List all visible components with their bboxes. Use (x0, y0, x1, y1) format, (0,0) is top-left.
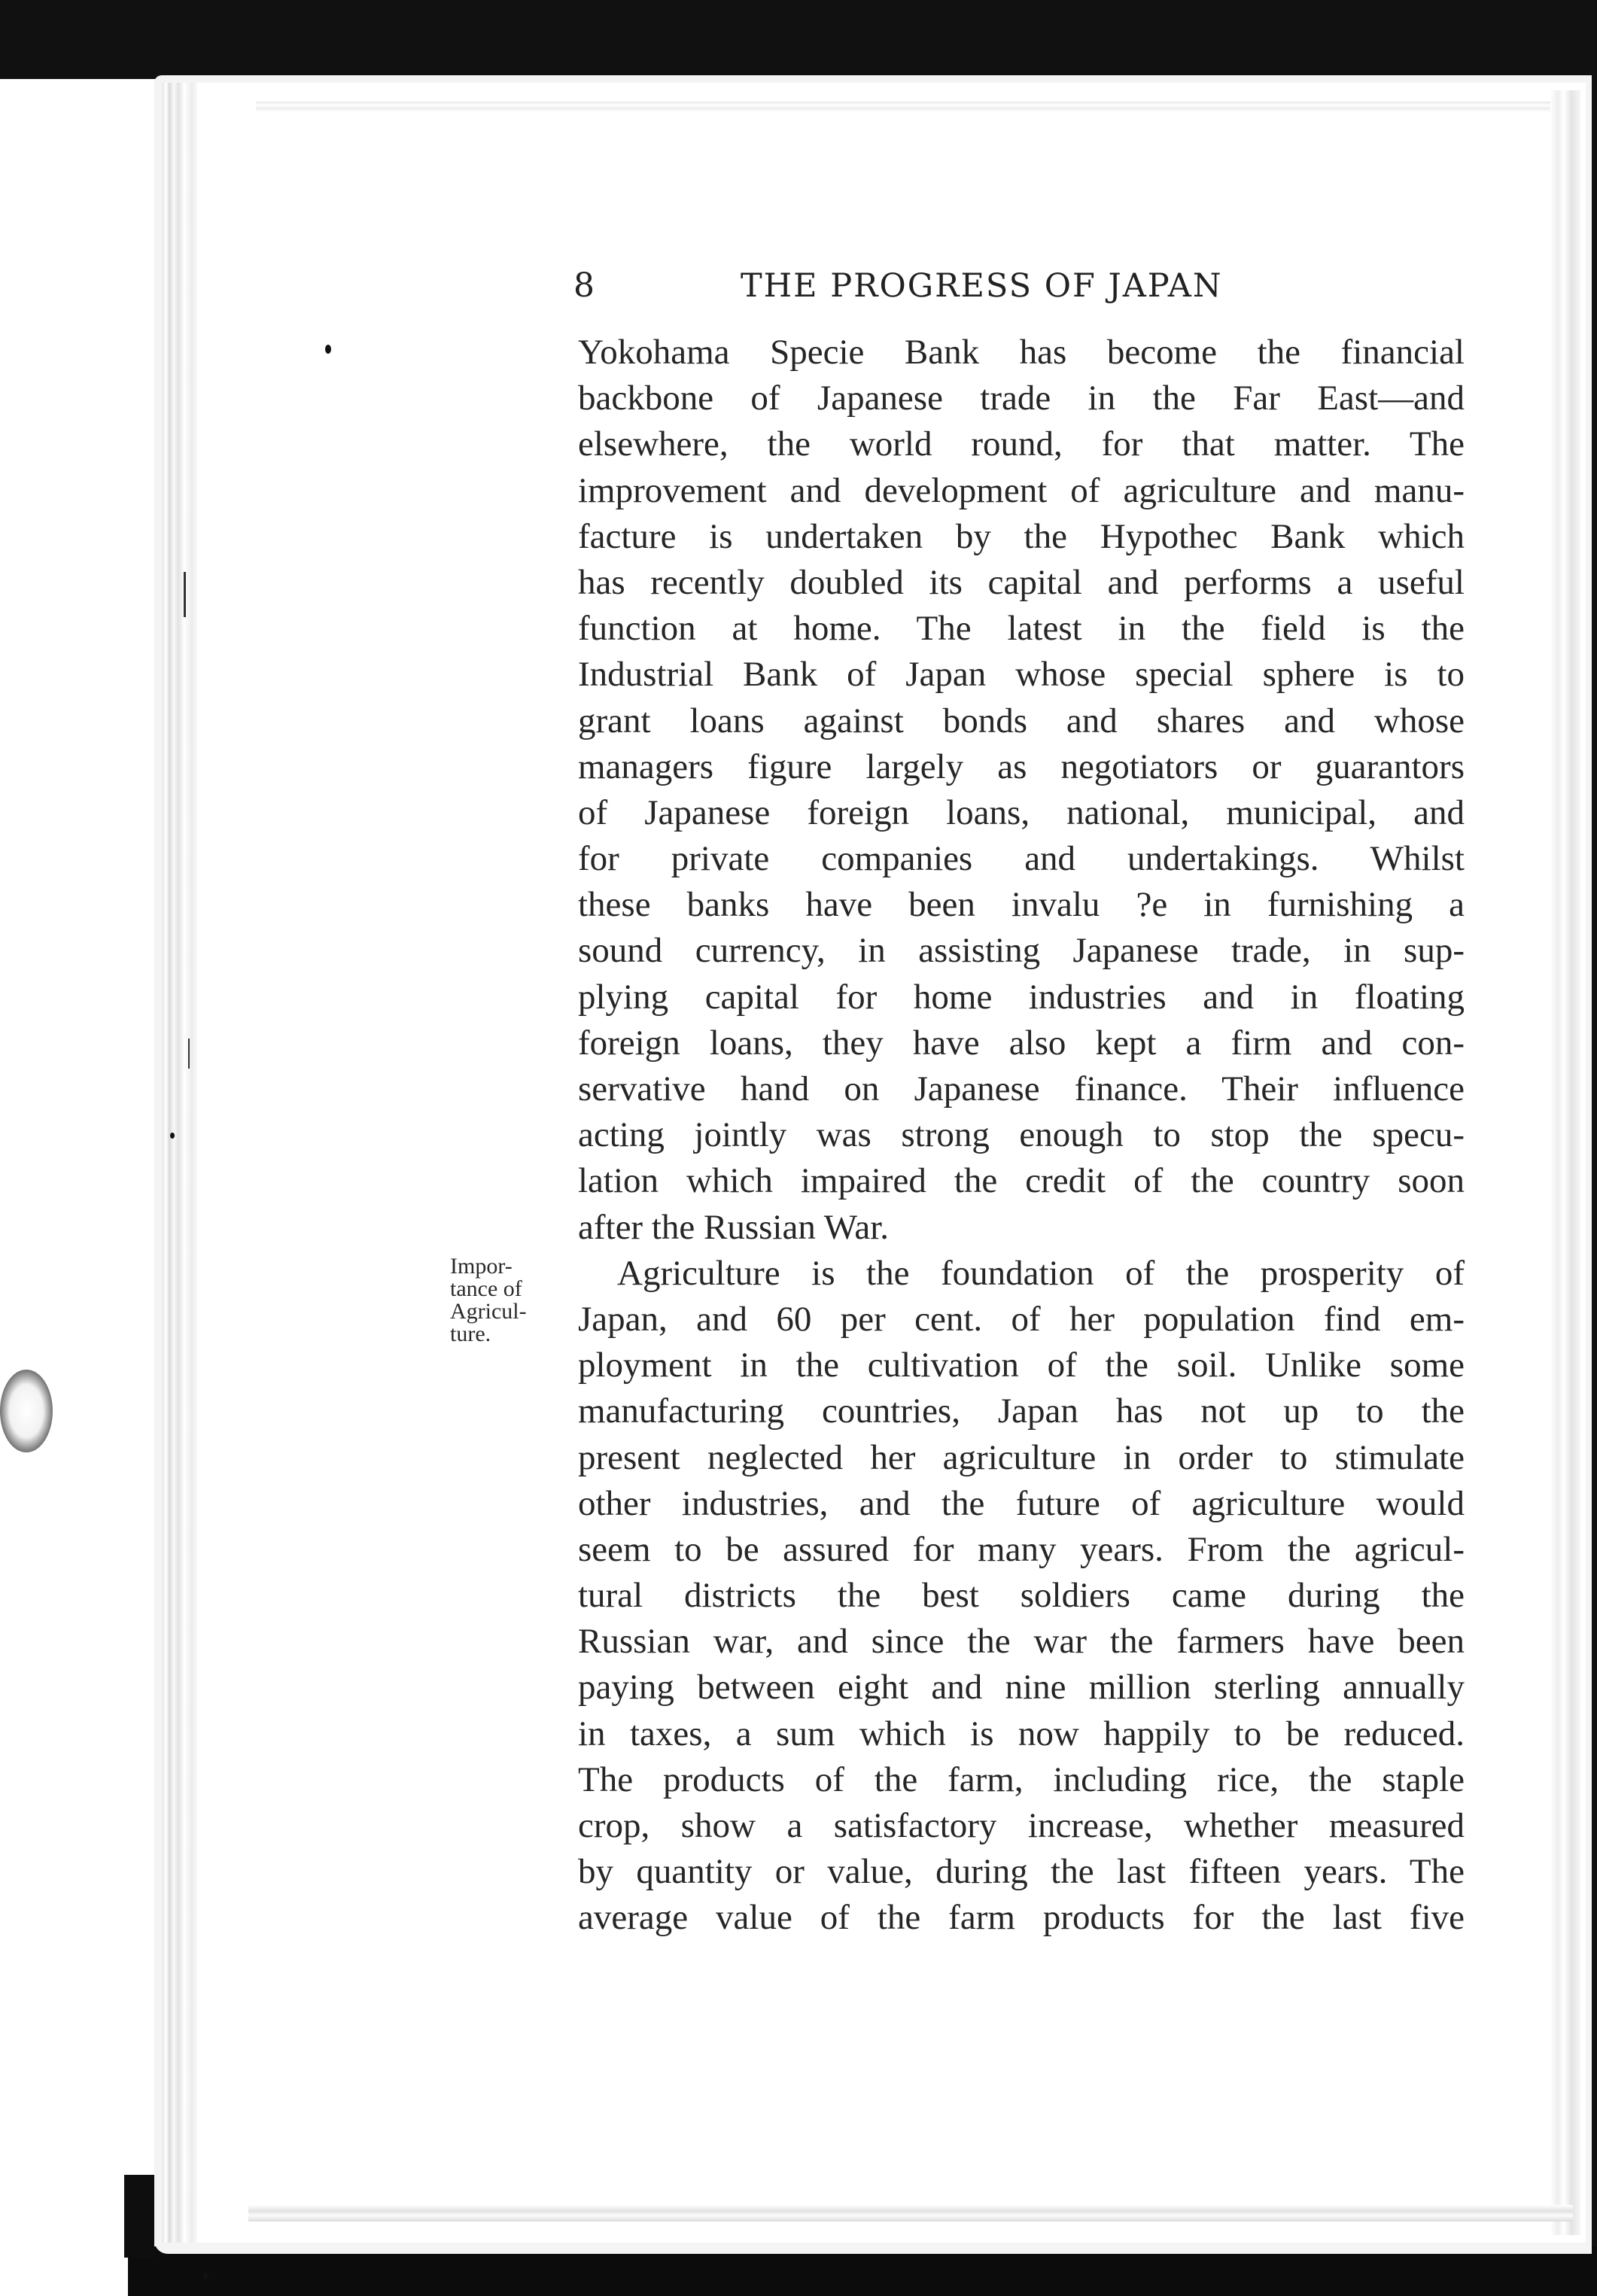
text-line: function at home. The latest in the field is the (578, 609, 1465, 649)
margin-note-line: ture. (450, 1321, 491, 1346)
text-line: sound currency, in assisting Japanese trade, in sup- (578, 931, 1465, 971)
text-line: Yokohama Specie Bank has become the financial (578, 333, 1465, 372)
scan-speck (325, 345, 331, 354)
margin-note (450, 1255, 555, 1346)
scan-background-corner (124, 2175, 154, 2258)
text-line: after the Russian War. (578, 1207, 890, 1247)
text-line: crop, show a satisfactory increase, whether measured (578, 1806, 1465, 1845)
margin-note-line: tance of (450, 1276, 522, 1301)
scan-background-left (0, 0, 147, 2296)
running-title: THE PROGRESS OF JAPAN (741, 267, 1223, 305)
text-line: backbone of Japanese trade in the Far East—and (578, 379, 1465, 418)
text-line: lation which impaired the credit of the country soon (578, 1161, 1465, 1201)
scan-scratch (188, 1039, 190, 1069)
text-line: improvement and development of agriculture and manu- (578, 470, 1465, 510)
scan-speck (135, 30, 141, 36)
text-line: Industrial Bank of Japan whose special sphere is to (578, 655, 1465, 695)
text-line: Japan, and 60 per cent. of her population find em- (578, 1299, 1465, 1339)
text-line: of Japanese foreign loans, national, municipal, and (578, 792, 1465, 832)
running-head (573, 265, 1462, 310)
text-line: tural districts the best soldiers came during the (578, 1576, 1465, 1616)
text-line: present neglected her agriculture in order to stimulate (578, 1437, 1465, 1477)
scan-speck (203, 2273, 208, 2279)
page-bottom-edge (248, 2205, 1573, 2221)
text-line: these banks have been invalu ?e in furnishing a (578, 885, 1465, 925)
text-line: other industries, and the future of agriculture would (578, 1483, 1465, 1523)
page-right-edge (1550, 90, 1580, 2235)
page-number: 8 (573, 266, 595, 305)
text-line: managers figure largely as negotiators or guarantors (578, 747, 1465, 786)
text-line: manufacturing countries, Japan has not up to the (578, 1391, 1465, 1431)
text-line: foreign loans, they have also kept a firm and con- (578, 1023, 1465, 1063)
scan-background-top (0, 0, 1597, 79)
body-text (578, 330, 1465, 1942)
scan-speck (170, 1133, 175, 1139)
page-top-edge (256, 102, 1565, 112)
text-line: acting jointly was strong enough to stop the specu- (578, 1115, 1465, 1155)
text-line: servative hand on Japanese finance. Their influence (578, 1069, 1465, 1108)
margin-note-line: Agricul- (450, 1299, 527, 1324)
text-line: seem to be assured for many years. From the agricul- (578, 1529, 1465, 1569)
text-line: plying capital for home industries and in floating (578, 977, 1465, 1017)
text-line: facture is undertaken by the Hypothec Bank which (578, 516, 1465, 556)
text-line: grant loans against bonds and shares and whose (578, 701, 1465, 740)
text-line: Agriculture is the foundation of the prosperity of (617, 1253, 1465, 1293)
scan-scratch (184, 572, 186, 617)
text-line: by quantity or value, during the last fifteen years. The (578, 1852, 1465, 1892)
text-line: in taxes, a sum which is now happily to be reduced. (578, 1714, 1465, 1753)
text-line: paying between eight and nine million sterling annually (578, 1668, 1465, 1708)
text-line: Russian war, and since the war the farmers have been (578, 1622, 1465, 1662)
page-stack-left-edge (162, 83, 199, 2243)
text-line: The products of the farm, including rice, the staple (578, 1759, 1465, 1799)
text-line: has recently doubled its capital and performs a useful (578, 562, 1465, 602)
text-line: elsewhere, the world round, for that matter. The (578, 424, 1465, 464)
margin-note-line: Impor- (450, 1254, 513, 1279)
text-line: for private companies and undertakings. Whilst (578, 839, 1465, 879)
text-line: average value of the farm products for the last five (578, 1898, 1465, 1938)
text-line: ployment in the cultivation of the soil. Unlike some (578, 1346, 1465, 1385)
scan-glare (0, 1370, 53, 1452)
